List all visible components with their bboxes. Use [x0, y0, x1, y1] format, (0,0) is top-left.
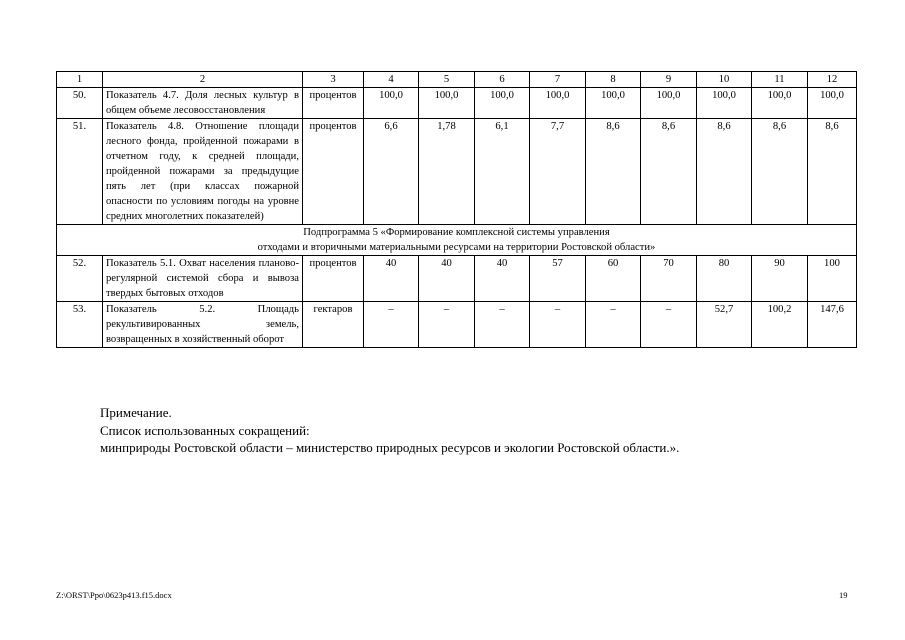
table-row [57, 302, 857, 348]
value-cell: – [364, 302, 419, 348]
value-cell: – [530, 302, 586, 348]
header-cell: 5 [419, 72, 475, 88]
indicator-name: Показатель 5.2. Площадь рекультивированных земель, возвращенных в хозяйственный оборот [103, 302, 303, 348]
value-cell: – [641, 302, 697, 348]
header-cell: 8 [586, 72, 641, 88]
value-cell: 40 [364, 256, 419, 302]
value-cell: 70 [641, 256, 697, 302]
header-cell: 3 [303, 72, 364, 88]
indicator-name: Показатель 4.8. Отношение площади лесного фонда, пройденной пожарами в отчетном году, к средней площади, пройденной пожарами за предыдущие пять лет (при классах пожарной опасности по условиям погоды на уровне средних многолетних показателей) [103, 119, 303, 225]
unit-cell: процентов [303, 119, 364, 225]
value-cell: 100,0 [641, 88, 697, 119]
value-cell: 100,0 [419, 88, 475, 119]
value-cell: 52,7 [697, 302, 752, 348]
header-cell: 7 [530, 72, 586, 88]
value-cell: 7,7 [530, 119, 586, 225]
table-row [57, 88, 857, 119]
header-cell: 1 [57, 72, 103, 88]
footer-file-path: Z:\ORST\Ppo\0623p413.f15.docx [56, 590, 172, 600]
unit-cell: процентов [303, 88, 364, 119]
value-cell: – [586, 302, 641, 348]
value-cell: 60 [586, 256, 641, 302]
value-cell: 40 [475, 256, 530, 302]
value-cell: 100,0 [530, 88, 586, 119]
indicator-name: Показатель 5.1. Охват населения планово-регулярной системой сбора и вывоза твердых бытовых отходов [103, 256, 303, 302]
value-cell: 40 [419, 256, 475, 302]
value-cell: 6,6 [364, 119, 419, 225]
value-cell: 100,0 [752, 88, 808, 119]
page-number: 19 [839, 590, 848, 600]
header-cell: 2 [103, 72, 303, 88]
value-cell: 147,6 [808, 302, 857, 348]
value-cell: 8,6 [641, 119, 697, 225]
value-cell: 90 [752, 256, 808, 302]
value-cell: 100,0 [586, 88, 641, 119]
row-number: 51. [57, 119, 103, 225]
value-cell: – [419, 302, 475, 348]
header-cell: 11 [752, 72, 808, 88]
unit-cell: процентов [303, 256, 364, 302]
subprogram-row [57, 225, 857, 256]
value-cell: – [475, 302, 530, 348]
note-title: Примечание. [100, 405, 172, 420]
subprogram-line-2: отходами и вторичными материальными ресурсами на территории Ростовской области» [257, 242, 656, 253]
note-block [100, 404, 679, 457]
value-cell: 100,0 [475, 88, 530, 119]
header-cell: 9 [641, 72, 697, 88]
header-cell: 4 [364, 72, 419, 88]
table-row [57, 119, 857, 225]
value-cell: 1,78 [419, 119, 475, 225]
value-cell: 100 [808, 256, 857, 302]
note-abbreviation-entry: минприроды Ростовской области – министерство природных ресурсов и экологии Ростовской области.». [100, 440, 680, 455]
header-row [57, 72, 857, 88]
value-cell: 8,6 [752, 119, 808, 225]
value-cell: 100,0 [808, 88, 857, 119]
value-cell: 57 [530, 256, 586, 302]
unit-cell: гектаров [303, 302, 364, 348]
value-cell: 100,2 [752, 302, 808, 348]
note-abbreviations-heading: Список использованных сокращений: [100, 422, 310, 438]
value-cell: 80 [697, 256, 752, 302]
header-cell: 6 [475, 72, 530, 88]
value-cell: 8,6 [586, 119, 641, 225]
indicator-name: Показатель 4.7. Доля лесных культур в общем объеме лесовосстановления [103, 88, 303, 119]
subprogram-line-1: Подпрограмма 5 «Формирование комплексной системы управления [303, 227, 610, 238]
subprogram-title [57, 225, 857, 256]
indicators-table [56, 71, 857, 348]
table-row [57, 256, 857, 302]
value-cell: 8,6 [808, 119, 857, 225]
header-cell: 12 [808, 72, 857, 88]
row-number: 52. [57, 256, 103, 302]
value-cell: 100,0 [697, 88, 752, 119]
header-cell: 10 [697, 72, 752, 88]
row-number: 53. [57, 302, 103, 348]
value-cell: 8,6 [697, 119, 752, 225]
value-cell: 6,1 [475, 119, 530, 225]
row-number: 50. [57, 88, 103, 119]
value-cell: 100,0 [364, 88, 419, 119]
